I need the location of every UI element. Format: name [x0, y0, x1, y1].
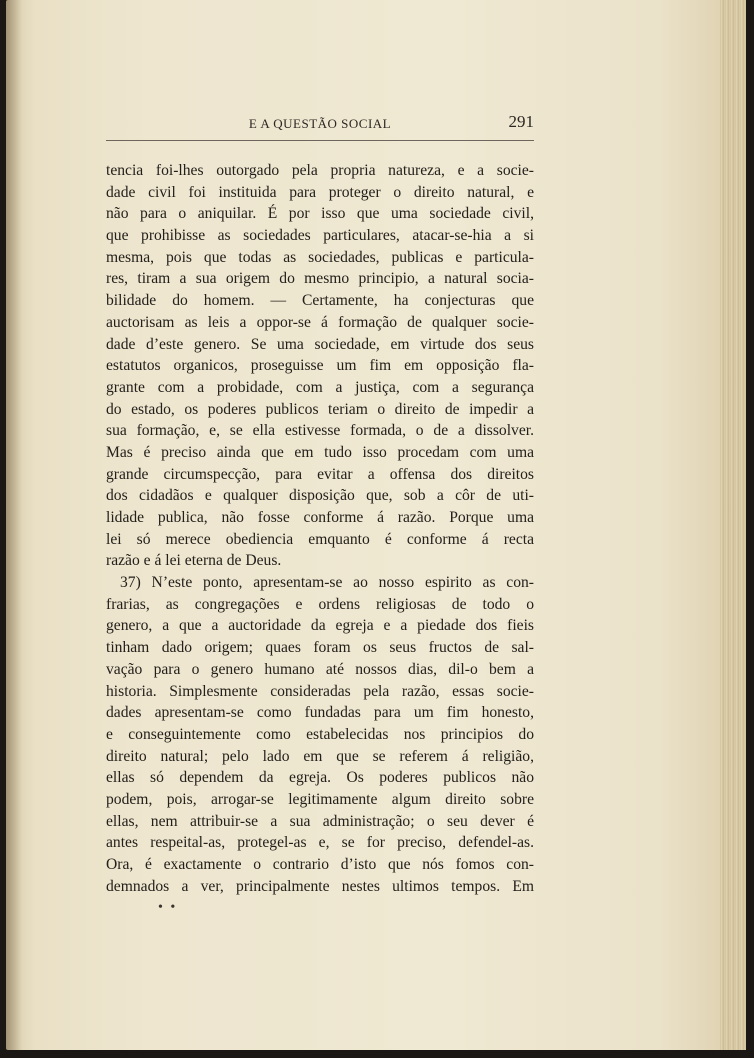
text-line: auctorisam as leis a oppor-se á formação de qualquer socie- — [106, 313, 534, 331]
paragraph-start-line: 37) N’este ponto, apresentam-se ao nosso espirito as con- — [120, 574, 534, 592]
page-number: 291 — [508, 112, 534, 131]
text-line: estatutos organicos, proseguisse um fim em opposição fla- — [106, 357, 534, 375]
text-line: direito natural; pelo lado em que se referem á religião, — [106, 747, 534, 765]
text-line: lei só merece obediencia emquanto é conforme á recta — [106, 530, 534, 548]
text-line: res, tiram a sua origem do mesmo principio, a natural socia- — [106, 270, 534, 288]
signature-mark: • • — [158, 900, 178, 915]
text-line: dade civil foi instituida para proteger o direito natural, e — [106, 183, 534, 201]
text-line: do estado, os poderes publicos teriam o direito de impedir a — [106, 400, 534, 418]
text-line: tencia foi-lhes outorgado pela propria natureza, e a socie- — [106, 162, 534, 179]
paragraph-end-line: razão e á lei eterna de Deus. — [106, 552, 282, 570]
text-line: bilidade do homem. — Certamente, ha conjecturas que — [106, 292, 534, 310]
text-line: mesma, pois que todas as sociedades, publicas e particula- — [106, 248, 534, 266]
text-line: podem, pois, arrogar-se legitimamente algum direito sobre — [106, 790, 534, 808]
text-line: tinham dado origem; quaes foram os seus fructos de sal- — [106, 639, 534, 657]
header-rule — [106, 140, 534, 141]
text-line: que prohibisse as sociedades particulares, atacar-se-hia a si — [106, 227, 534, 245]
text-line: não para o aniquilar. É por isso que uma sociedade civil, — [106, 205, 534, 223]
text-line: grante com a probidade, com a justiça, com a segurança — [106, 378, 534, 396]
text-line: historia. Simplesmente consideradas pela razão, essas socie- — [106, 682, 534, 700]
gutter-shadow — [6, 0, 22, 1050]
page-edges — [720, 0, 746, 1050]
text-line: frarias, as congregações e ordens religiosas de todo o — [106, 595, 534, 613]
text-line: dos cidadãos e qualquer disposição que, sob a côr de uti- — [106, 487, 534, 505]
text-line: sua formação, e, se ella estivesse formada, o de a dissolver. — [106, 422, 534, 440]
text-line: e conseguintemente como estabelecidas nos principios do — [106, 725, 534, 743]
text-line: lidade publica, não fosse conforme á razão. Porque uma — [106, 509, 534, 526]
text-line: dades apresentam-se como fundadas para um fim honesto, — [106, 704, 534, 722]
text-line: demnados a ver, principalmente nestes ultimos tempos. Em — [106, 877, 534, 895]
text-line: grande circumspecção, para evitar a offensa dos direitos — [106, 465, 534, 483]
text-line: genero, a que a auctoridade da egreja e a piedade dos fieis — [106, 617, 534, 635]
text-line: Mas é preciso ainda que em tudo isso procedam com uma — [106, 443, 534, 461]
text-line: ellas, nem attribuir-se a sua administração; o seu dever é — [106, 812, 534, 830]
text-line: Ora, é exactamente o contrario d’isto que nós fomos con- — [106, 856, 534, 873]
running-title: E A QUESTÃO SOCIAL — [248, 116, 392, 131]
text-line: vação para o genero humano até nossos dias, dil-o bem a — [106, 660, 534, 678]
body-text — [106, 160, 534, 897]
text-line: ellas só dependem da egreja. Os poderes publicos não — [106, 769, 534, 787]
page-header — [106, 112, 534, 136]
text-line: dade d’este genero. Se uma sociedade, em virtude dos seus — [106, 335, 534, 353]
text-line: antes respeital-as, protegel-as e, se for preciso, defendel-as. — [106, 834, 534, 852]
